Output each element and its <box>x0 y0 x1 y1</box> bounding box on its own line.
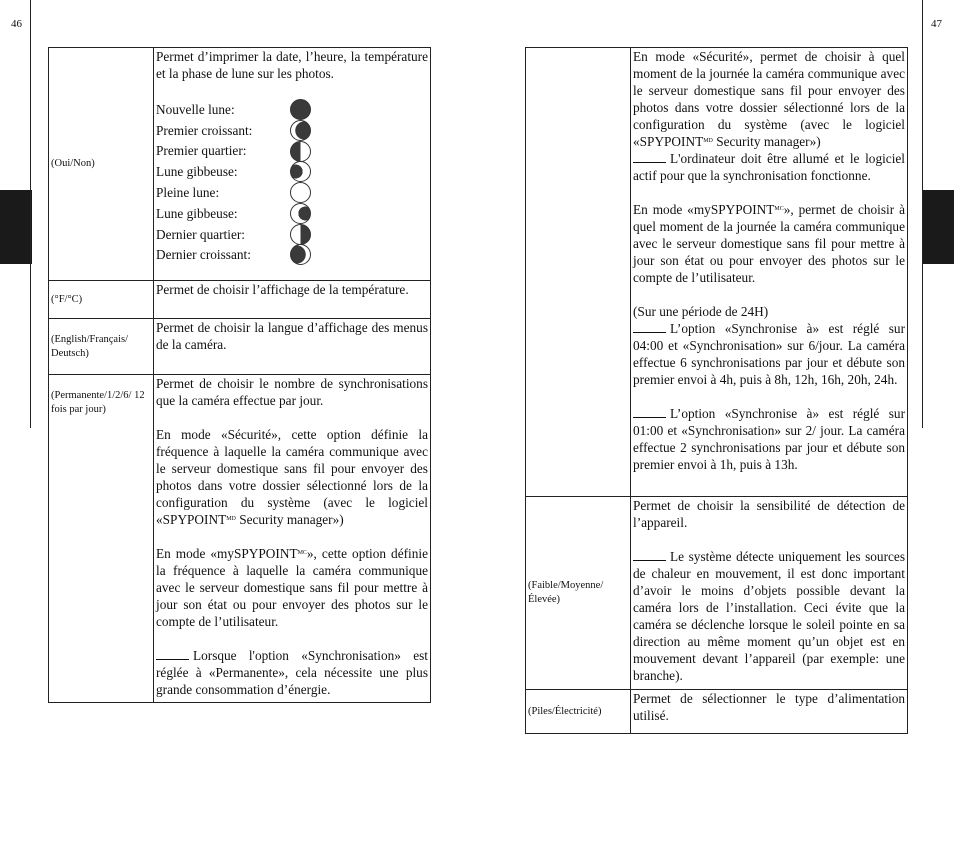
description-text: L’option «Synchronise à» est réglé sur 01:00 et «Synchronisation» sur 2/ jour. La caméra effectue 2 synchronisations par jour et débute son premier envoi à 1h, puis à 13h. <box>633 406 905 472</box>
first-quarter-icon <box>290 141 311 162</box>
moon-phase-name: Premier quartier: <box>156 143 247 159</box>
moon-phase-row <box>156 120 428 141</box>
description-text: Permet de sélectionner le type d’alimentation utilisé. <box>633 691 905 723</box>
waxing-crescent-icon <box>290 120 311 141</box>
option-description <box>154 375 431 703</box>
table-row <box>526 497 908 690</box>
moon-phase-name: Dernier quartier: <box>156 226 245 242</box>
moon-phase-row <box>156 182 428 203</box>
option-label: (Faible/Moyenne/ Élevée) <box>526 497 631 690</box>
moon-phase-name: Premier croissant: <box>156 122 253 138</box>
blank-line <box>633 548 666 561</box>
table-row <box>526 48 908 497</box>
description-text: L’option «Synchronise à» est réglé sur 04:00 et «Synchronisation» sur 6/jour. La caméra effectue 6 synchronisations par jour et débute son premier envoi à 4h, puis à 8h, 12h, 16h, 20h, 24h. <box>633 321 905 387</box>
page-number-right: 47 <box>931 18 942 30</box>
option-label: (English/Français/ Deutsch) <box>49 319 154 375</box>
moon-phase-row <box>156 245 428 266</box>
option-label <box>526 48 631 497</box>
right-margin-line <box>922 0 923 428</box>
description-text: Permet d’imprimer la date, l’heure, la température et la phase de lune sur les photos. <box>156 49 428 81</box>
last-quarter-icon <box>290 224 311 245</box>
table-row <box>526 690 908 734</box>
moon-phase-row <box>156 161 428 182</box>
left-settings-table <box>48 47 431 703</box>
moon-phase-name: Nouvelle lune: <box>156 101 235 117</box>
moon-phase-row <box>156 99 428 120</box>
left-margin-line <box>30 0 31 428</box>
description-text: En mode «mySPYPOINT$^{MC}$», permet de choisir à quel moment de la journée la caméra communique avec le serveur domestique sans fil pour mettre à jour son état ou pour envoyer des photos sur le compte de l’utilisateur. <box>633 202 905 285</box>
description-text: Le système détecte uniquement les sources de chaleur en mouvement, il est donc important d’avoir le moins d’objets possible devant la caméra lors de l’installation. Ceci évite que la caméra se déclenche lorsque le soleil pointe en sa direction au même moment qu’un objet est en mouvement devant l’appareil (par exemple: une branche). <box>633 549 905 683</box>
option-description <box>631 497 908 690</box>
table-row <box>49 281 431 319</box>
option-label: (Oui/Non) <box>49 48 154 281</box>
option-label: (°F/°C) <box>49 281 154 319</box>
blank-line <box>633 150 666 163</box>
moon-phase-row <box>156 141 428 162</box>
description-text: En mode «Sécurité», permet de choisir à quel moment de la journée la caméra communique avec le serveur domestique sans fil pour envoyer des photos dans votre dossier sélectionné lors de la configuration du système (avec le logiciel «$SPYPOINT^{MD}$ Security manager») <box>633 49 905 149</box>
blank-line <box>156 647 189 660</box>
left-side-tab <box>0 190 32 264</box>
full-moon-icon <box>290 182 311 203</box>
description-text: En mode «Sécurité», cette option définie la fréquence à laquelle la caméra communique avec le serveur domestique sans fil pour envoyer des photos dans votre dossier sélectionné lors de la configuration du système (avec le logiciel «$SPYPOINT^{MD}$ Security manager») <box>156 427 428 527</box>
description-text: Permet de choisir la langue d’affichage des menus de la caméra. <box>156 320 428 352</box>
table-row <box>49 375 431 703</box>
page-number-left: 46 <box>11 18 22 30</box>
moon-phase-row <box>156 224 428 245</box>
option-description <box>631 48 908 497</box>
option-label: (Piles/Électricité) <box>526 690 631 734</box>
right-settings-table <box>525 47 908 734</box>
description-text: Permet de choisir l’affichage de la température. <box>156 282 409 297</box>
description-text: Permet de choisir la sensibilité de détection de l’appareil. <box>633 498 905 530</box>
waxing-gibbous-icon <box>290 161 311 182</box>
moon-phase-name: Lune gibbeuse: <box>156 205 238 221</box>
moon-phase-name: Lune gibbeuse: <box>156 164 238 180</box>
moon-phase-name: Pleine lune: <box>156 185 220 201</box>
option-label: (Permanente/1/2/6/ 12 fois par jour) <box>49 375 154 703</box>
table-row <box>49 48 431 281</box>
description-text: (Sur une période de 24H) <box>633 304 769 319</box>
moon-phase-row <box>156 203 428 224</box>
waning-crescent-icon <box>290 244 311 265</box>
option-description <box>154 48 431 281</box>
table-row <box>49 319 431 375</box>
description-text: En mode «mySPYPOINT$^{MC}$», cette option définie la fréquence à laquelle la caméra communique avec le serveur domestique sans fil pour mettre à jour son état ou pour envoyer des photos sur le compte de l’utilisateur. <box>156 546 428 629</box>
moon-phase-name: Dernier croissant: <box>156 247 251 263</box>
waning-gibbous-icon <box>290 203 311 224</box>
new-moon-icon <box>290 99 311 120</box>
blank-line <box>633 405 666 418</box>
description-text: Permet de choisir le nombre de synchronisations que la caméra effectue par jour. <box>156 376 428 408</box>
option-description <box>154 319 431 375</box>
description-text: L'ordinateur doit être allumé et le logiciel actif pour que la synchronisation fonctionne. <box>633 151 905 183</box>
description-text: Lorsque l'option «Synchronisation» est réglée à «Permanente», cela nécessite une plus grande consommation d’énergie. <box>156 648 428 697</box>
right-side-tab <box>922 190 954 264</box>
option-description <box>154 281 431 319</box>
option-description <box>631 690 908 734</box>
blank-line <box>633 320 666 333</box>
